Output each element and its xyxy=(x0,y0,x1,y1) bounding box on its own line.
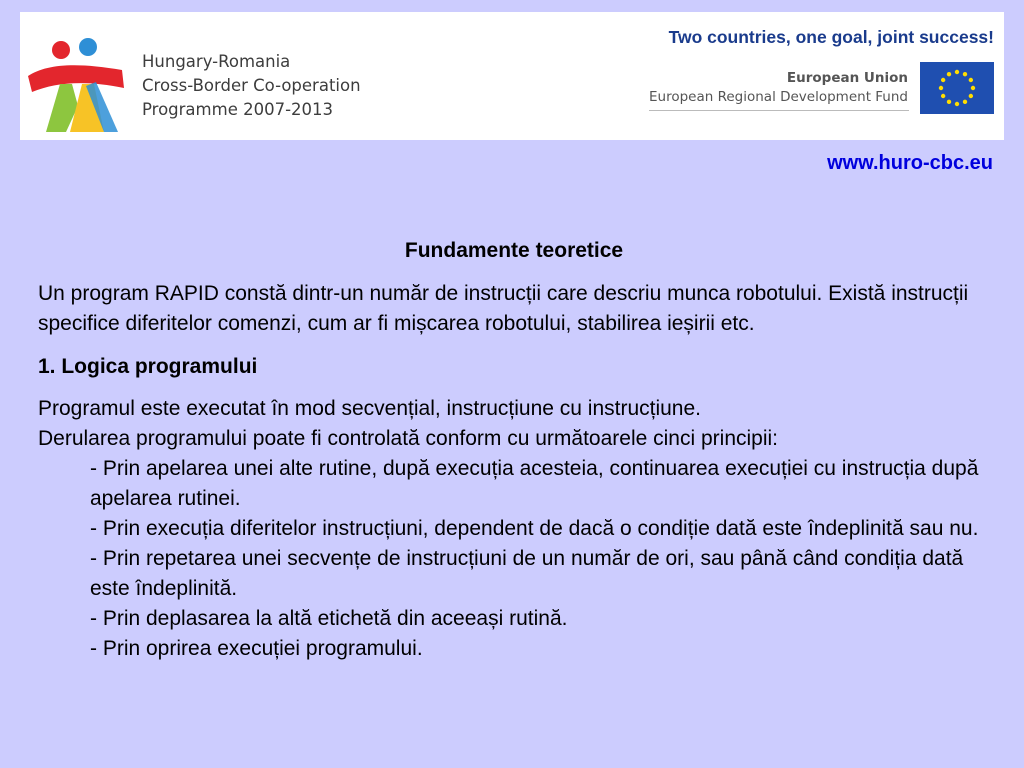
list-item: - Prin oprirea execuției programului. xyxy=(90,637,423,660)
intro-paragraph: Un program RAPID constă dintr-un număr de instrucții care descriu munca robotului. Există instrucții specifice diferitelor comenzi, cum ar fi mișcarea robotului, stabilirea ieșirii etc. xyxy=(38,282,969,335)
header-banner xyxy=(20,12,1004,140)
programme-line: Hungary-Romania xyxy=(142,52,291,71)
section-line: Programul este executat în mod secvențial, instrucțiune cu instrucțiune. xyxy=(38,397,701,420)
slogan: Two countries, one goal, joint success! xyxy=(668,27,994,47)
list-item: - Prin apelarea unei alte rutine, după execuția acesteia, continuarea execuției cu instrucția după apelarea rutinei. xyxy=(90,457,979,510)
eu-divider xyxy=(649,110,909,111)
eu-star-icon xyxy=(947,72,951,76)
eu-fund: European Regional Development Fund xyxy=(648,89,908,105)
section-line: Derularea programului poate fi controlată conform cu următoarele cinci principii: xyxy=(38,427,779,450)
eu-star-icon xyxy=(955,70,959,74)
eu-star-icon xyxy=(955,102,959,106)
eu-star-icon xyxy=(963,72,967,76)
eu-star-icon xyxy=(969,78,973,82)
eu-star-icon xyxy=(941,78,945,82)
page-title: Fundamente teoretice xyxy=(404,239,624,262)
programme-name xyxy=(142,50,361,122)
document-body xyxy=(38,236,990,664)
section-text xyxy=(38,394,990,454)
list-item: - Prin deplasarea la altă etichetă din aceeași rutină. xyxy=(90,607,568,630)
eu-label xyxy=(649,69,908,107)
eu-star-icon xyxy=(971,86,975,90)
list-item: - Prin repetarea unei secvențe de instrucțiuni de un număr de ori, sau până când condiția dată este îndeplinită. xyxy=(90,547,964,600)
programme-line: Cross-Border Co-operation xyxy=(142,76,361,95)
eu-star-icon xyxy=(941,94,945,98)
eu-star-icon xyxy=(969,94,973,98)
website-link[interactable]: www.huro-cbc.eu xyxy=(827,152,993,174)
list-item: - Prin execuția diferitelor instrucțiuni, dependent de dacă o condiție dată este îndeplinită sau nu. xyxy=(90,517,979,540)
two-figures-logo-icon xyxy=(26,36,130,134)
principles-list xyxy=(38,454,990,664)
programme-line: Programme 2007-2013 xyxy=(142,100,334,119)
eu-flag-icon xyxy=(920,62,994,114)
eu-star-icon xyxy=(939,86,943,90)
eu-star-icon xyxy=(963,100,967,104)
eu-star-icon xyxy=(947,100,951,104)
eu-name: European Union xyxy=(786,70,908,86)
section-title: 1. Logica programului xyxy=(38,355,258,378)
